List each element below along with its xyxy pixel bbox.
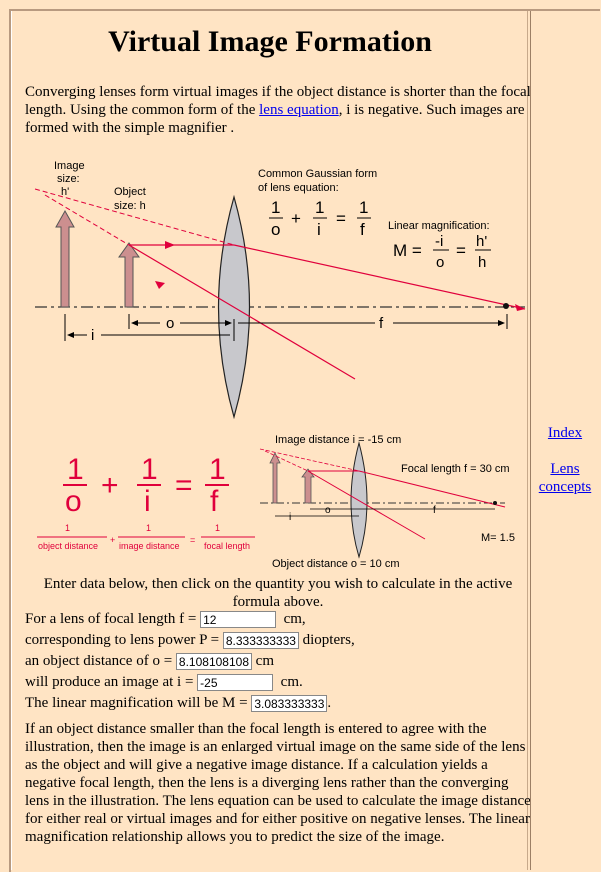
- svg-text:size:: size:: [57, 173, 80, 185]
- svg-text:h': h': [476, 233, 488, 250]
- svg-text:h: h: [478, 254, 487, 271]
- svg-text:-i: -i: [435, 233, 444, 250]
- svg-text:i: i: [144, 485, 151, 518]
- svg-text:f: f: [210, 485, 219, 518]
- virtual-image-diagram[interactable]: [25, 149, 531, 424]
- focal-length-label: Focal length f = 30 cm: [401, 463, 510, 475]
- svg-text:f: f: [379, 315, 384, 332]
- svg-text:of lens equation:: of lens equation:: [258, 182, 339, 194]
- svg-text:i: i: [91, 327, 95, 344]
- intro-paragraph: [25, 83, 531, 137]
- svg-text:1: 1: [271, 198, 281, 217]
- svg-text:1: 1: [141, 453, 158, 486]
- small-object-arrow: [302, 469, 314, 503]
- svg-text:+: +: [291, 209, 301, 228]
- svg-text:1: 1: [146, 523, 152, 533]
- svg-text:size: h: size: h: [114, 200, 146, 212]
- focal-point: [503, 303, 509, 309]
- intro-text-end: , i is negative. Such images are formed with the simple magnifier .: [25, 102, 525, 136]
- lens-equation-example[interactable]: [25, 429, 531, 577]
- svg-text:=: =: [456, 241, 466, 260]
- magnification-row: The linear magnification will be M = 3.0833333333 .: [25, 693, 331, 714]
- gaussian-equation: [269, 198, 371, 239]
- image-arrow: [56, 211, 74, 307]
- small-lens: [351, 443, 367, 557]
- focal-length-row: For a lens of focal length f = 12 cm,: [25, 609, 306, 630]
- svg-text:f: f: [360, 220, 365, 239]
- lens-equation-link[interactable]: lens equation: [259, 102, 339, 118]
- svg-text:=: =: [336, 209, 346, 228]
- svg-text:+: +: [101, 469, 119, 502]
- svg-text:1: 1: [359, 198, 369, 217]
- gaussian-form-label: Common Gaussian form: [258, 168, 378, 180]
- lens-concepts-link[interactable]: Lens concepts: [538, 461, 592, 495]
- svg-text:+: +: [110, 535, 116, 545]
- object-distance-label: Object distance o = 10 cm: [272, 558, 400, 570]
- main-content: [11, 11, 531, 870]
- svg-text:M =: M =: [393, 241, 422, 260]
- instructions: Enter data below, then click on the quantity you wish to calculate in the active formula above.: [43, 576, 513, 610]
- word-lens-equation: [37, 523, 255, 551]
- svg-text:h': h': [61, 186, 70, 198]
- svg-text:1: 1: [65, 523, 71, 533]
- svg-text:f: f: [433, 505, 436, 516]
- index-link[interactable]: Index: [547, 425, 583, 441]
- lens-power-input[interactable]: [223, 632, 299, 649]
- page-title: Virtual Image Formation: [108, 25, 432, 58]
- magnification-input[interactable]: [251, 695, 327, 712]
- image-distance-label: Image distance i = -15 cm: [275, 434, 402, 446]
- svg-text:i: i: [289, 512, 292, 523]
- svg-text:o: o: [271, 220, 281, 239]
- magnification-equation: [393, 233, 491, 271]
- sidebar: [530, 11, 599, 870]
- big-lens-equation: [63, 453, 229, 518]
- lens-power-row: corresponding to lens power P = 8.3333333333 diopters,: [25, 630, 355, 651]
- image-distance-input[interactable]: [197, 674, 273, 691]
- image-size-label: Image: [54, 160, 85, 172]
- image-distance-row: will produce an image at i = -25 cm.: [25, 672, 303, 693]
- svg-text:1: 1: [209, 453, 226, 486]
- object-arrow: [119, 243, 139, 307]
- svg-text:o: o: [325, 505, 331, 516]
- svg-text:image distance: image distance: [119, 541, 180, 551]
- svg-text:object distance: object distance: [38, 541, 99, 551]
- svg-text:1: 1: [215, 523, 221, 533]
- linear-magnification-label: Linear magnification:: [388, 220, 490, 232]
- svg-text:o: o: [166, 315, 175, 332]
- focal-length-input[interactable]: [200, 611, 276, 628]
- svg-text:=: =: [175, 469, 193, 502]
- svg-text:i: i: [317, 220, 321, 239]
- object-distance-row: an object distance of o = 8.1081081081 cm: [25, 651, 274, 672]
- svg-text:=: =: [190, 535, 196, 545]
- magnification-label: M= 1.5: [481, 532, 515, 544]
- svg-text:1: 1: [315, 198, 325, 217]
- closing-paragraph: If an object distance smaller than the focal length is entered to agree with the illustration, then the image is an enlarged virtual image on the same side of the lens as the object and will give a negative image distance. If a calculation yields a negative focal length, then the lens is a diverging lens rather than the converging lens in the illustration. The lens equation can be used to calculate the image distance for either real or virtual images and for either positive on negative lenses. The linear magnification relationship allows you to predict the size of the image.: [25, 721, 531, 845]
- intro-text: Converging lenses form virtual images if the object distance is shorter than the focal length. Using the common form of the: [25, 84, 531, 118]
- small-image-arrow: [270, 453, 280, 503]
- object-size-label: Object: [114, 186, 146, 198]
- svg-text:o: o: [436, 254, 445, 271]
- svg-text:1: 1: [67, 453, 84, 486]
- object-distance-input[interactable]: [176, 653, 252, 670]
- svg-text:focal length: focal length: [204, 541, 251, 551]
- svg-text:o: o: [65, 485, 82, 518]
